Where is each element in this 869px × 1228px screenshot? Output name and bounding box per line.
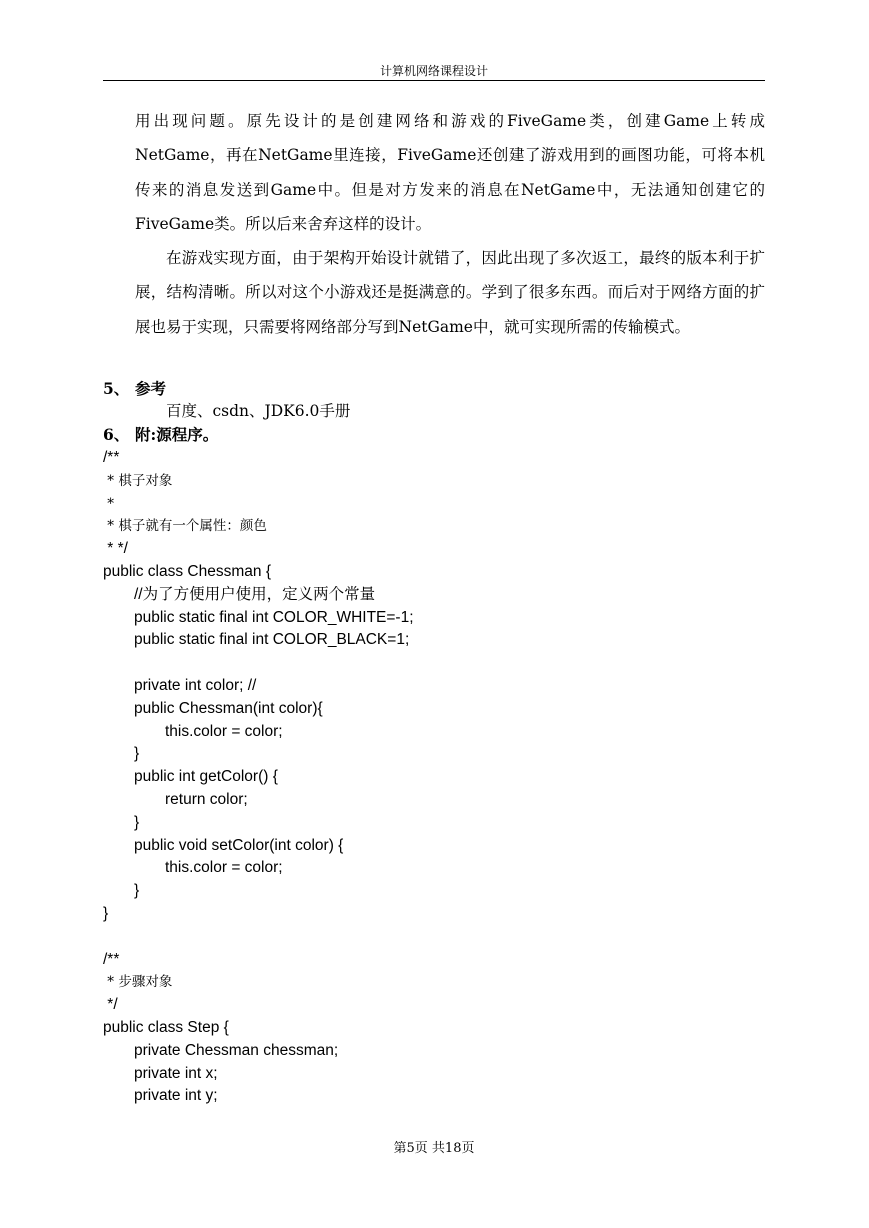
code-line: public void setColor(int color) { xyxy=(134,836,344,854)
code-line: } xyxy=(134,882,140,900)
code-line: this.color = color; xyxy=(165,722,283,740)
body-text xyxy=(135,104,765,344)
code-line xyxy=(103,926,763,949)
section-title: 附:源程序。 xyxy=(135,425,219,444)
code-line: public Chessman(int color){ xyxy=(134,699,323,717)
code-line: public int getColor() { xyxy=(134,768,278,786)
section-number: 6、 xyxy=(103,425,130,444)
code-line: this.color = color; xyxy=(165,859,283,877)
source-code-block xyxy=(103,447,763,1108)
code-line: /** xyxy=(103,449,120,466)
code-line: private int y; xyxy=(134,1087,218,1105)
body-paragraph: 用出现问题。原先设计的是创建网络和游戏的FiveGame类，创建Game上转成NetGame，再在NetGame里连接，FiveGame还创建了游戏用到的画图功能，可将本机传来的消息发送到Game中。但是对方发来的消息在NetGame中，无法通知创建它的FiveGame类。所以后来舍弃这样的设计。 xyxy=(135,112,765,233)
code-line: * 棋子对象 xyxy=(103,472,173,489)
code-line: * */ xyxy=(103,540,128,558)
running-header: 计算机网络课程设计 xyxy=(379,64,488,78)
section-heading-5 xyxy=(103,379,166,399)
body-paragraph: 在游戏实现方面，由于架构开始设计就错了，因此出现了多次返工，最终的版本利于扩展，结构清晰。所以对这个小游戏还是挺满意的。学到了很多东西。而后对于网络方面的扩展也易于实现，只需要将网络部分写到NetGame中，就可实现所需的传输模式。 xyxy=(135,249,765,336)
code-line: public static final int COLOR_BLACK=1; xyxy=(134,631,410,649)
section-title: 参考 xyxy=(135,379,167,398)
code-line: } xyxy=(103,904,109,922)
code-line: * 棋子就有一个属性：颜色 xyxy=(103,518,267,535)
reference-text: 百度、csdn、JDK6.0手册 xyxy=(166,402,351,420)
code-line: private int x; xyxy=(134,1064,218,1082)
code-line: /** xyxy=(103,950,120,968)
code-line: * 步骤对象 xyxy=(103,974,173,991)
code-line xyxy=(103,652,763,675)
code-line: private Chessman chessman; xyxy=(134,1041,339,1059)
page-footer: 第5页 共18页 xyxy=(393,1141,475,1156)
code-line: * xyxy=(103,495,115,512)
code-line: public class Chessman { xyxy=(103,562,271,580)
code-line: public class Step { xyxy=(103,1018,229,1036)
code-line: } xyxy=(134,745,140,763)
code-line: } xyxy=(134,813,140,831)
code-line: return color; xyxy=(165,790,248,808)
header-divider xyxy=(103,80,765,81)
code-line: private int color; // xyxy=(134,676,257,694)
code-line: //为了方便用户使用，定义两个常量 xyxy=(134,585,376,603)
code-line: public static final int COLOR_WHITE=-1; xyxy=(134,608,414,626)
code-line: */ xyxy=(103,996,118,1014)
section-number: 5、 xyxy=(103,379,130,398)
section-heading-6 xyxy=(103,425,218,445)
